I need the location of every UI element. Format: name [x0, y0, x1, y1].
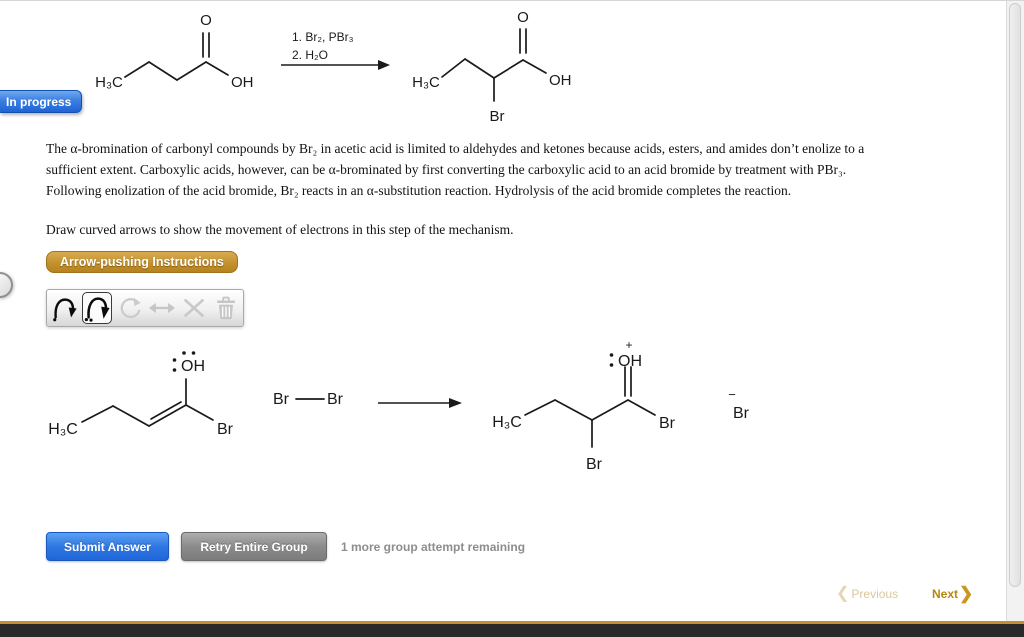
- circular-arrow-icon: [115, 292, 144, 324]
- next-button[interactable]: [932, 586, 973, 602]
- atom-label: H₃C: [412, 74, 440, 91]
- paragraph-line: sufficient extent. Carboxylic acids, however, can be α-brominated by first converting the carboxylic acid to an acid bromide by treatment with PBr₃.: [46, 162, 847, 177]
- enol-structure: [48, 351, 233, 438]
- arrow-pushing-instructions-button[interactable]: Arrow-pushing Instructions: [46, 251, 238, 273]
- product-structure: [492, 339, 675, 473]
- bromide-ion: [728, 387, 749, 422]
- arrow-toolbar: [46, 289, 244, 327]
- previous-label: Previous: [851, 587, 899, 601]
- double-headed-arrow-icon: [147, 292, 176, 324]
- mechanism-arrow: [378, 398, 462, 408]
- conditions-line-2: 2. H₂O: [292, 48, 328, 62]
- charge-minus: −: [728, 387, 736, 402]
- next-label: Next: [932, 587, 959, 601]
- trash-icon: [211, 292, 240, 324]
- reaction-scheme: [40, 9, 780, 134]
- submit-answer-button[interactable]: Submit Answer: [46, 532, 169, 561]
- atom-label: OH: [181, 358, 205, 375]
- task-instruction: Draw curved arrows to show the movement of electrons in this step of the mechanism.: [46, 222, 514, 237]
- delete-x-icon: [179, 292, 208, 324]
- curved-arrow-single-electron-icon[interactable]: [50, 292, 79, 324]
- bromine-molecule: [273, 391, 344, 408]
- atom-label: Br: [273, 391, 289, 408]
- status-badge: In progress: [0, 90, 82, 113]
- chevron-right-icon: ❯: [959, 584, 974, 603]
- reactant-structure: [95, 12, 253, 91]
- scrollbar-track[interactable]: [1006, 1, 1024, 622]
- attempts-remaining-text: 1 more group attempt remaining: [341, 540, 526, 554]
- atom-label: H₃C: [48, 421, 78, 438]
- atom-label: Br: [586, 456, 602, 473]
- panel-handle[interactable]: [0, 272, 13, 298]
- product-structure: [412, 9, 571, 125]
- atom-label: OH: [618, 353, 642, 370]
- atom-label: OH: [549, 72, 572, 89]
- bottom-bar: [0, 624, 1024, 637]
- atom-label: H₃C: [95, 74, 123, 91]
- lone-pair-dots: [610, 353, 614, 367]
- reaction-conditions: [281, 30, 390, 70]
- curved-arrow-electron-pair-icon[interactable]: [82, 292, 112, 324]
- scrollbar-thumb[interactable]: [1009, 3, 1021, 587]
- atom-label: Br: [733, 405, 749, 422]
- retry-entire-group-button[interactable]: Retry Entire Group: [181, 532, 327, 561]
- atom-label: OH: [231, 74, 254, 91]
- previous-button: [836, 586, 898, 602]
- conditions-line-1: 1. Br₂, PBr₃: [292, 30, 354, 44]
- problem-paragraph: [46, 138, 864, 201]
- paragraph-line: Following enolization of the acid bromide, Br₂ reacts in an α-substitution reaction. Hydrolysis of the acid bromide completes the reaction.: [46, 183, 792, 198]
- atom-label: H₃C: [492, 414, 522, 431]
- atom-label: O: [517, 9, 529, 26]
- atom-label: Br: [489, 108, 505, 125]
- atom-label: Br: [659, 415, 675, 432]
- atom-label: Br: [327, 391, 343, 408]
- atom-label: Br: [217, 421, 233, 438]
- atom-label: O: [200, 12, 212, 29]
- chevron-left-icon: ❮: [836, 585, 850, 602]
- paragraph-line: The α-bromination of carbonyl compounds by Br₂ in acetic acid is limited to aldehydes and ketones because acids, esters, and amides don’t enolize to a: [46, 141, 865, 156]
- charge-plus: +: [625, 339, 633, 352]
- mechanism-canvas[interactable]: [40, 339, 800, 481]
